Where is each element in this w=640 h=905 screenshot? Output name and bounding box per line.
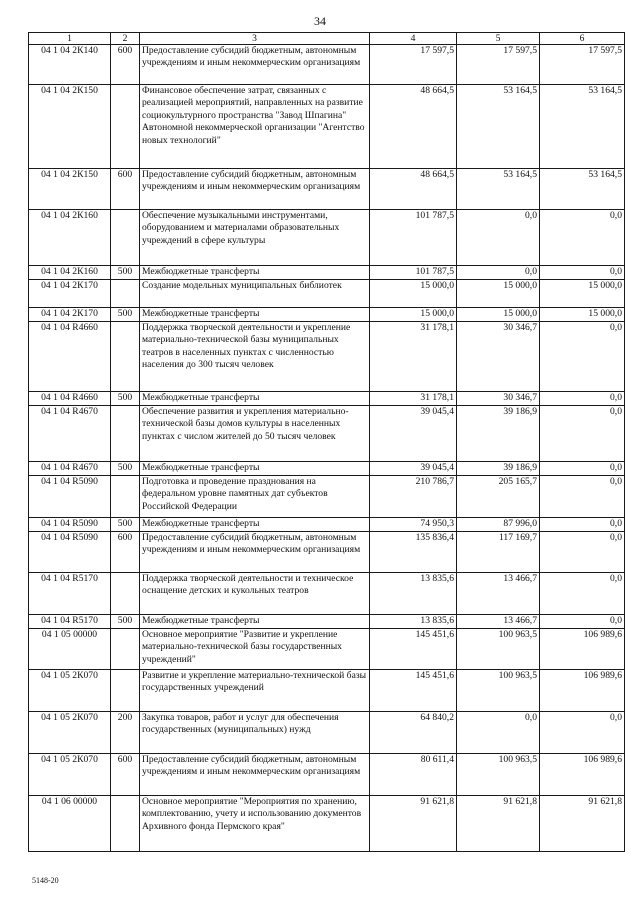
row-amount-col4: 145 451,6	[370, 629, 457, 670]
table-row	[29, 462, 625, 476]
row-amount-col6: 0,0	[540, 392, 625, 406]
row-amount-col5: 13 466,7	[457, 573, 540, 615]
row-code: 04 1 04 2К160	[29, 266, 111, 280]
row-amount-col4: 39 045,4	[370, 406, 457, 462]
row-amount-col4: 135 836,4	[370, 532, 457, 573]
row-amount-col5: 0,0	[457, 210, 540, 266]
row-amount-col5: 53 164,5	[457, 85, 540, 169]
row-name: Подготовка и проведение празднования на федеральном уровне памятных дат субъектов Российской Федерации	[140, 476, 370, 518]
table-row	[29, 308, 625, 322]
row-expense-type: 200	[111, 712, 140, 754]
row-expense-type	[111, 796, 140, 852]
row-amount-col5: 13 466,7	[457, 615, 540, 629]
row-expense-type: 500	[111, 462, 140, 476]
row-amount-col6: 0,0	[540, 210, 625, 266]
row-amount-col5: 100 963,5	[457, 670, 540, 712]
row-name: Межбюджетные трансферты	[140, 266, 370, 280]
row-name: Межбюджетные трансферты	[140, 518, 370, 532]
row-amount-col6: 53 164,5	[540, 169, 625, 210]
row-amount-col5: 15 000,0	[457, 308, 540, 322]
row-amount-col6: 0,0	[540, 462, 625, 476]
row-code: 04 1 06 00000	[29, 796, 111, 852]
row-amount-col5: 30 346,7	[457, 392, 540, 406]
table-row	[29, 573, 625, 615]
row-amount-col4: 17 597,5	[370, 45, 457, 85]
row-amount-col4: 15 000,0	[370, 280, 457, 308]
row-expense-type	[111, 406, 140, 462]
table-row	[29, 712, 625, 754]
row-amount-col5: 0,0	[457, 712, 540, 754]
column-number: 1	[29, 33, 111, 45]
table-row	[29, 280, 625, 308]
row-amount-col4: 74 950,3	[370, 518, 457, 532]
row-amount-col6: 0,0	[540, 573, 625, 615]
row-amount-col5: 15 000,0	[457, 280, 540, 308]
row-name: Предоставление субсидий бюджетным, автономным учреждениям и иным некоммерческим организациям	[140, 45, 370, 85]
row-amount-col5: 17 597,5	[457, 45, 540, 85]
row-amount-col6: 106 989,6	[540, 670, 625, 712]
row-amount-col6: 0,0	[540, 476, 625, 518]
table-row	[29, 322, 625, 392]
column-number: 5	[457, 33, 540, 45]
row-code: 04 1 04 R4660	[29, 322, 111, 392]
row-amount-col6: 0,0	[540, 322, 625, 392]
row-name: Поддержка творческой деятельности и техническое оснащение детских и кукольных театров	[140, 573, 370, 615]
table-row	[29, 670, 625, 712]
row-name: Предоставление субсидий бюджетным, автономным учреждениям и иным некоммерческим организациям	[140, 532, 370, 573]
row-expense-type: 500	[111, 308, 140, 322]
row-name: Основное мероприятие "Развитие и укрепление материально-технической базы государственных учреждений"	[140, 629, 370, 670]
row-amount-col4: 31 178,1	[370, 322, 457, 392]
table-row	[29, 392, 625, 406]
row-expense-type: 600	[111, 169, 140, 210]
row-name: Развитие и укрепление материально-технической базы государственных учреждений	[140, 670, 370, 712]
table-row	[29, 796, 625, 852]
row-code: 04 1 04 2К150	[29, 85, 111, 169]
row-amount-col4: 48 664,5	[370, 169, 457, 210]
row-code: 04 1 05 2К070	[29, 670, 111, 712]
table-row	[29, 629, 625, 670]
row-name: Поддержка творческой деятельности и укрепление материально-технической базы муниципальных театров в населенных пунктах с численностью населения до 300 тысяч человек	[140, 322, 370, 392]
row-code: 04 1 04 R5090	[29, 476, 111, 518]
table-row	[29, 45, 625, 85]
row-code: 04 1 04 2К150	[29, 169, 111, 210]
row-code: 04 1 04 R5090	[29, 518, 111, 532]
table-row	[29, 476, 625, 518]
row-expense-type	[111, 476, 140, 518]
row-code: 04 1 04 R4660	[29, 392, 111, 406]
row-amount-col6: 0,0	[540, 615, 625, 629]
row-expense-type: 500	[111, 518, 140, 532]
row-amount-col4: 13 835,6	[370, 573, 457, 615]
row-expense-type	[111, 573, 140, 615]
table-row	[29, 406, 625, 462]
row-code: 04 1 04 R5170	[29, 615, 111, 629]
column-number: 3	[140, 33, 370, 45]
row-amount-col4: 210 786,7	[370, 476, 457, 518]
row-amount-col5: 117 169,7	[457, 532, 540, 573]
row-amount-col4: 48 664,5	[370, 85, 457, 169]
row-code: 04 1 04 2К160	[29, 210, 111, 266]
row-amount-col5: 205 165,7	[457, 476, 540, 518]
row-name: Обеспечение развития и укрепления материально-технической базы домов культуры в населенных пунктах с числом жителей до 50 тысяч человек	[140, 406, 370, 462]
row-code: 04 1 05 2К070	[29, 712, 111, 754]
row-amount-col4: 64 840,2	[370, 712, 457, 754]
row-expense-type: 500	[111, 615, 140, 629]
row-expense-type	[111, 629, 140, 670]
row-expense-type	[111, 670, 140, 712]
row-amount-col4: 39 045,4	[370, 462, 457, 476]
row-amount-col5: 91 621,8	[457, 796, 540, 852]
column-number: 2	[111, 33, 140, 45]
row-amount-col6: 17 597,5	[540, 45, 625, 85]
row-amount-col6: 0,0	[540, 406, 625, 462]
row-code: 04 1 04 R4670	[29, 406, 111, 462]
row-amount-col6: 0,0	[540, 266, 625, 280]
row-name: Создание модельных муниципальных библиотек	[140, 280, 370, 308]
row-code: 04 1 04 R4670	[29, 462, 111, 476]
row-amount-col5: 39 186,9	[457, 406, 540, 462]
row-amount-col6: 53 164,5	[540, 85, 625, 169]
table-row	[29, 210, 625, 266]
page-number: 34	[314, 14, 326, 28]
row-expense-type: 600	[111, 45, 140, 85]
row-expense-type: 500	[111, 392, 140, 406]
row-code: 04 1 05 00000	[29, 629, 111, 670]
row-name: Межбюджетные трансферты	[140, 308, 370, 322]
row-name: Финансовое обеспечение затрат, связанных с реализацией мероприятий, направленных на развитие социокультурного пространства "Завод Шпагина" Автономной некоммерческой организации "Агентство новых технологий"	[140, 85, 370, 169]
row-name: Предоставление субсидий бюджетным, автономным учреждениям и иным некоммерческим организациям	[140, 169, 370, 210]
row-expense-type	[111, 280, 140, 308]
row-code: 04 1 04 2К170	[29, 280, 111, 308]
table-row	[29, 754, 625, 796]
table-row	[29, 169, 625, 210]
row-name: Межбюджетные трансферты	[140, 462, 370, 476]
row-amount-col5: 0,0	[457, 266, 540, 280]
row-expense-type	[111, 322, 140, 392]
row-code: 04 1 04 2К140	[29, 45, 111, 85]
table-row	[29, 615, 625, 629]
row-amount-col4: 91 621,8	[370, 796, 457, 852]
row-amount-col5: 30 346,7	[457, 322, 540, 392]
row-amount-col6: 106 989,6	[540, 629, 625, 670]
row-amount-col6: 91 621,8	[540, 796, 625, 852]
row-amount-col4: 13 835,6	[370, 615, 457, 629]
row-code: 04 1 04 R5170	[29, 573, 111, 615]
row-amount-col6: 106 989,6	[540, 754, 625, 796]
row-amount-col6: 0,0	[540, 518, 625, 532]
row-expense-type: 500	[111, 266, 140, 280]
row-amount-col4: 145 451,6	[370, 670, 457, 712]
column-number: 6	[540, 33, 625, 45]
budget-table	[28, 32, 625, 852]
row-name: Обеспечение музыкальными инструментами, оборудованием и материалами образовательных учреждений в сфере культуры	[140, 210, 370, 266]
row-name: Закупка товаров, работ и услуг для обеспечения государственных (муниципальных) нужд	[140, 712, 370, 754]
row-amount-col5: 100 963,5	[457, 754, 540, 796]
table-row	[29, 518, 625, 532]
row-amount-col6: 0,0	[540, 712, 625, 754]
row-amount-col5: 39 186,9	[457, 462, 540, 476]
table-row	[29, 266, 625, 280]
row-amount-col6: 15 000,0	[540, 280, 625, 308]
row-code: 04 1 04 R5090	[29, 532, 111, 573]
row-amount-col4: 15 000,0	[370, 308, 457, 322]
row-amount-col6: 15 000,0	[540, 308, 625, 322]
table-row	[29, 532, 625, 573]
row-name: Межбюджетные трансферты	[140, 615, 370, 629]
row-amount-col5: 87 996,0	[457, 518, 540, 532]
row-amount-col4: 31 178,1	[370, 392, 457, 406]
row-expense-type: 600	[111, 754, 140, 796]
column-number-row	[29, 33, 625, 45]
row-code: 04 1 05 2К070	[29, 754, 111, 796]
row-name: Основное мероприятие "Мероприятия по хранению, комплектованию, учету и использованию документов Архивного фонда Пермского края"	[140, 796, 370, 852]
row-expense-type: 600	[111, 532, 140, 573]
row-amount-col5: 53 164,5	[457, 169, 540, 210]
row-amount-col5: 100 963,5	[457, 629, 540, 670]
row-name: Предоставление субсидий бюджетным, автономным учреждениям и иным некоммерческим организациям	[140, 754, 370, 796]
table-row	[29, 85, 625, 169]
row-expense-type	[111, 210, 140, 266]
row-amount-col4: 80 611,4	[370, 754, 457, 796]
row-name: Межбюджетные трансферты	[140, 392, 370, 406]
row-amount-col4: 101 787,5	[370, 210, 457, 266]
row-expense-type	[111, 85, 140, 169]
column-number: 4	[370, 33, 457, 45]
row-amount-col6: 0,0	[540, 532, 625, 573]
row-amount-col4: 101 787,5	[370, 266, 457, 280]
row-code: 04 1 04 2К170	[29, 308, 111, 322]
footer-code: 5148-20	[32, 876, 59, 885]
